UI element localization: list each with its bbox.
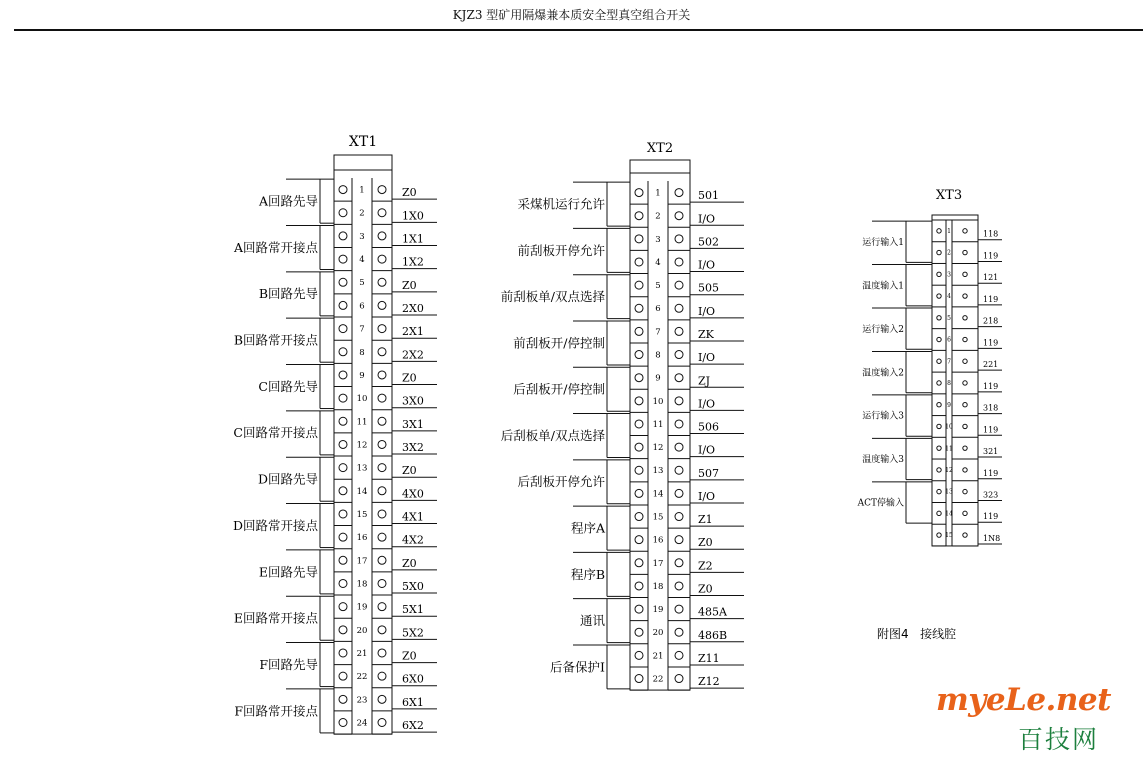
xt3-screw-right: [963, 533, 967, 537]
xt2-terminal-number: 3: [655, 234, 661, 245]
xt1-input-label: E回路先导: [258, 564, 318, 580]
xt2-screw-left: [635, 675, 643, 683]
xt1-terminal-number: 18: [356, 579, 368, 590]
xt2-screw-right: [675, 397, 683, 405]
xt1-terminal-number: 20: [356, 625, 368, 636]
xt2-screw-left: [635, 489, 643, 497]
xt1-output-label: 6X1: [402, 695, 424, 709]
xt1-screw-right: [378, 533, 386, 541]
xt2-screw-right: [675, 327, 683, 335]
xt1-screw-left: [339, 533, 347, 541]
xt1-terminal-number: 13: [356, 463, 368, 474]
xt3-terminal-number: 1: [947, 227, 951, 235]
xt1-terminal-number: 24: [356, 718, 368, 729]
xt1-screw-left: [339, 672, 347, 680]
xt1-screw-left: [339, 371, 347, 379]
xt3-output-label: 121: [983, 273, 999, 283]
xt3-output-label: 119: [983, 468, 999, 478]
xt2-terminal-number: 13: [652, 466, 664, 477]
xt2-input-label: 后刮板开/停控制: [513, 381, 605, 397]
xt2-terminal-number: 19: [652, 605, 664, 616]
xt2-output-label: Z0: [698, 536, 713, 550]
xt1-output-label: 5X1: [402, 603, 424, 617]
xt2-output-label: I/O: [698, 212, 716, 226]
xt3-output-label: 318: [983, 403, 999, 413]
xt2-screw-left: [635, 397, 643, 405]
terminal-strip-xt2: [501, 160, 744, 690]
xt2-output-label: Z2: [698, 559, 713, 573]
xt2-screw-right: [675, 258, 683, 266]
page-header-title: KJZ3 型矿用隔爆兼本质安全型真空组合开关: [452, 8, 691, 22]
xt2-terminal-number: 11: [652, 419, 664, 430]
xt1-input-label: F回路常开接点: [234, 703, 318, 719]
xt3-output-label: 119: [983, 381, 999, 391]
xt1-output-label: 6X0: [402, 672, 424, 686]
xt1-screw-right: [378, 232, 386, 240]
xt1-screw-right: [378, 649, 386, 657]
xt1-screw-left: [339, 579, 347, 587]
xt1-terminal-number: 9: [359, 370, 365, 381]
xt1-output-label: 4X2: [402, 533, 424, 547]
xt3-output-label: 119: [983, 251, 999, 261]
xt2-terminal-number: 9: [655, 373, 661, 384]
xt2-terminal-number: 8: [655, 350, 661, 361]
xt1-screw-right: [378, 579, 386, 587]
xt3-screw-right: [963, 489, 967, 493]
xt1-input-label: C回路常开接点: [233, 425, 318, 441]
xt1-terminal-number: 22: [356, 672, 368, 683]
xt1-terminal-number: 8: [359, 347, 365, 358]
xt3-screw-right: [963, 316, 967, 320]
xt2-screw-left: [635, 327, 643, 335]
xt3-terminal-number: 3: [947, 271, 951, 279]
xt2-title: XT2: [646, 141, 674, 156]
xt3-screw-right: [963, 272, 967, 276]
xt1-screw-left: [339, 440, 347, 448]
terminal-strip-xt3: [857, 215, 1002, 546]
xt1-terminal-number: 17: [356, 556, 368, 567]
xt2-input-label: 程序B: [570, 566, 605, 582]
xt2-output-label: I/O: [698, 489, 716, 503]
xt3-input-label: 运行输入1: [862, 237, 904, 248]
xt3-screw-right: [963, 424, 967, 428]
xt2-screw-left: [635, 351, 643, 359]
xt1-screw-left: [339, 603, 347, 611]
xt2-output-label: 485A: [698, 605, 727, 619]
xt3-screw-left: [937, 446, 941, 450]
xt3-output-label: 323: [983, 490, 999, 500]
xt2-screw-right: [675, 605, 683, 613]
xt1-screw-left: [339, 718, 347, 726]
xt2-output-label: 506: [698, 420, 719, 434]
xt2-screw-right: [675, 443, 683, 451]
xt2-screw-left: [635, 374, 643, 382]
xt1-screw-right: [378, 255, 386, 263]
xt1-screw-right: [378, 325, 386, 333]
xt2-terminal-number: 17: [652, 558, 664, 569]
xt2-screw-right: [675, 281, 683, 289]
xt1-screw-right: [378, 510, 386, 518]
xt3-screw-left: [937, 316, 941, 320]
xt2-input-label: 程序A: [570, 520, 605, 536]
xt3-screw-right: [963, 511, 967, 515]
xt3-output-label: 119: [983, 425, 999, 435]
xt3-terminal-number: 13: [945, 488, 953, 496]
xt2-terminal-number: 16: [652, 535, 664, 546]
xt3-screw-left: [937, 403, 941, 407]
xt2-screw-right: [675, 351, 683, 359]
xt2-output-label: ZK: [698, 327, 714, 341]
xt1-screw-left: [339, 348, 347, 356]
xt1-screw-right: [378, 695, 386, 703]
watermark-logo: [936, 682, 1111, 752]
xt1-screw-left: [339, 487, 347, 495]
xt1-screw-right: [378, 209, 386, 217]
xt1-output-label: 4X0: [402, 487, 424, 501]
xt2-output-label: 505: [698, 281, 719, 295]
xt1-output-label: 5X0: [402, 580, 424, 594]
xt2-terminal-number: 14: [652, 489, 664, 500]
xt2-terminal-number: 2: [655, 211, 661, 222]
xt1-input-label: A回路先导: [258, 193, 318, 209]
xt2-input-label: 前刮板开停允许: [517, 242, 605, 258]
xt1-screw-left: [339, 232, 347, 240]
xt3-terminal-number: 15: [945, 532, 953, 540]
xt2-output-label: ZJ: [698, 374, 711, 388]
xt1-output-label: Z0: [402, 464, 417, 478]
xt1-output-label: 5X2: [402, 626, 424, 640]
xt1-input-label: B回路先导: [258, 286, 318, 302]
xt1-output-label: 2X0: [402, 302, 424, 316]
xt2-output-label: I/O: [698, 258, 716, 272]
xt1-input-label: E回路常开接点: [233, 610, 318, 626]
xt3-terminal-number: 7: [947, 358, 951, 366]
xt1-screw-left: [339, 209, 347, 217]
xt1-screw-left: [339, 556, 347, 564]
xt2-input-label: 后刮板单/双点选择: [500, 427, 605, 443]
xt2-input-label: 后刮板开停允许: [517, 474, 605, 490]
xt2-output-label: I/O: [698, 351, 716, 365]
xt3-terminal-number: 8: [947, 380, 951, 388]
xt1-terminal-number: 15: [356, 509, 368, 520]
xt3-output-label: 221: [983, 360, 999, 370]
xt1-screw-left: [339, 510, 347, 518]
xt1-output-label: 6X2: [402, 719, 424, 733]
xt2-screw-right: [675, 675, 683, 683]
xt1-output-label: 1X2: [402, 255, 424, 269]
xt2-output-label: Z0: [698, 582, 713, 596]
xt2-output-label: 502: [698, 235, 719, 249]
xt2-screw-left: [635, 443, 643, 451]
xt1-input-label: A回路常开接点: [233, 239, 318, 255]
xt2-screw-right: [675, 189, 683, 197]
xt3-output-label: 119: [983, 338, 999, 348]
xt2-output-label: I/O: [698, 397, 716, 411]
xt2-output-label: 507: [698, 466, 719, 480]
xt2-output-label: Z12: [698, 675, 720, 689]
xt1-output-label: 1X1: [402, 232, 424, 246]
xt3-screw-right: [963, 468, 967, 472]
xt2-screw-right: [675, 536, 683, 544]
xt1-screw-right: [378, 672, 386, 680]
xt3-terminal-number: 12: [945, 466, 953, 474]
xt2-input-label: 前刮板开/停控制: [513, 335, 605, 351]
xt1-output-label: 4X1: [402, 510, 424, 524]
xt2-output-label: Z11: [698, 651, 720, 665]
xt3-screw-left: [937, 359, 941, 363]
xt2-screw-right: [675, 304, 683, 312]
xt2-output-label: Z1: [698, 513, 713, 527]
xt2-screw-left: [635, 212, 643, 220]
xt2-screw-left: [635, 513, 643, 521]
xt3-terminal-number: 6: [947, 336, 951, 344]
xt1-screw-right: [378, 348, 386, 356]
xt1-screw-left: [339, 649, 347, 657]
xt2-screw-left: [635, 559, 643, 567]
xt1-input-label: D回路常开接点: [232, 517, 318, 533]
xt3-screw-left: [937, 489, 941, 493]
xt1-screw-left: [339, 278, 347, 286]
xt2-screw-right: [675, 212, 683, 220]
xt1-terminal-number: 12: [356, 440, 368, 451]
xt1-terminal-number: 10: [356, 394, 368, 405]
xt2-terminal-number: 20: [652, 628, 664, 639]
xt1-screw-right: [378, 417, 386, 425]
xt3-terminal-number: 9: [947, 401, 951, 409]
xt2-input-label: 后备保护I: [550, 659, 605, 675]
xt1-screw-left: [339, 464, 347, 472]
xt2-screw-left: [635, 258, 643, 266]
xt1-output-label: 3X1: [402, 417, 424, 431]
xt1-output-label: 1X0: [402, 209, 424, 223]
xt2-screw-left: [635, 304, 643, 312]
xt1-terminal-number: 3: [359, 231, 365, 242]
xt3-screw-left: [937, 272, 941, 276]
xt1-terminal-number: 7: [359, 324, 365, 335]
xt2-output-label: I/O: [698, 443, 716, 457]
xt1-screw-left: [339, 626, 347, 634]
xt2-terminal-number: 4: [655, 257, 661, 268]
figure-caption: 附图4 接线腔: [877, 627, 957, 641]
xt1-output-label: Z0: [402, 371, 417, 385]
xt2-output-label: 486B: [698, 628, 728, 642]
xt1-screw-right: [378, 278, 386, 286]
xt2-screw-right: [675, 559, 683, 567]
xt1-terminal-number: 11: [356, 417, 368, 428]
xt2-output-label: I/O: [698, 304, 716, 318]
xt2-input-label: 通讯: [579, 613, 605, 629]
xt2-terminal-number: 1: [655, 188, 661, 199]
xt2-screw-right: [675, 374, 683, 382]
xt1-terminal-number: 19: [356, 602, 368, 613]
xt3-screw-left: [937, 229, 941, 233]
xt1-terminal-number: 23: [356, 695, 368, 706]
xt1-output-label: 2X1: [402, 325, 424, 339]
xt1-terminal-number: 16: [356, 533, 368, 544]
xt1-terminal-number: 21: [356, 648, 368, 659]
xt1-screw-right: [378, 603, 386, 611]
xt3-screw-left: [937, 294, 941, 298]
xt2-terminal-number: 15: [652, 512, 664, 523]
xt3-output-label: 218: [983, 316, 999, 326]
xt3-screw-right: [963, 359, 967, 363]
xt3-terminal-number: 11: [945, 445, 953, 453]
xt1-screw-right: [378, 394, 386, 402]
xt1-input-label: C回路先导: [258, 378, 318, 394]
xt2-terminal-number: 18: [652, 581, 664, 592]
xt2-input-label: 采煤机运行允许: [517, 196, 605, 212]
xt2-screw-left: [635, 420, 643, 428]
xt3-terminal-number: 10: [945, 423, 953, 431]
xt1-output-label: Z0: [402, 649, 417, 663]
xt2-screw-left: [635, 582, 643, 590]
xt3-output-label: 1N8: [983, 533, 1001, 543]
xt1-screw-left: [339, 695, 347, 703]
xt2-screw-right: [675, 489, 683, 497]
xt2-terminal-number: 10: [652, 396, 664, 407]
xt2-screw-right: [675, 651, 683, 659]
xt3-screw-right: [963, 294, 967, 298]
xt3-terminal-number: 2: [947, 249, 951, 257]
xt3-input-label: 温度输入1: [862, 281, 904, 292]
watermark-sub-text: 百技网: [1018, 725, 1100, 754]
xt1-screw-right: [378, 718, 386, 726]
xt2-screw-left: [635, 628, 643, 636]
xt2-screw-right: [675, 582, 683, 590]
xt3-input-label: 运行输入2: [862, 324, 904, 335]
xt1-terminal-number: 2: [359, 208, 365, 219]
xt3-terminal-number: 5: [947, 314, 951, 322]
xt2-terminal-number: 5: [655, 281, 661, 292]
xt2-terminal-number: 6: [655, 304, 661, 315]
xt3-input-label: 温度输入2: [862, 368, 904, 379]
xt1-screw-left: [339, 186, 347, 194]
xt1-screw-right: [378, 371, 386, 379]
xt1-screw-left: [339, 417, 347, 425]
xt2-screw-left: [635, 536, 643, 544]
xt1-terminal-number: 4: [359, 255, 365, 266]
xt3-title: XT3: [935, 188, 963, 203]
xt1-input-label: F回路先导: [259, 656, 318, 672]
xt2-input-label: 前刮板单/双点选择: [500, 289, 605, 305]
xt1-output-label: 2X2: [402, 348, 424, 362]
xt1-output-label: Z0: [402, 278, 417, 292]
xt3-screw-right: [963, 381, 967, 385]
xt3-input-label: ACT停输入: [857, 498, 904, 509]
xt2-screw-left: [635, 281, 643, 289]
xt2-screw-left: [635, 189, 643, 197]
xt3-output-label: 119: [983, 512, 999, 522]
xt2-screw-left: [635, 651, 643, 659]
xt1-input-label: B回路常开接点: [233, 332, 318, 348]
xt1-terminal-number: 6: [359, 301, 365, 312]
xt1-terminal-number: 14: [356, 486, 368, 497]
xt1-title: XT1: [348, 134, 378, 150]
xt1-output-label: Z0: [402, 186, 417, 200]
xt3-terminal-number: 4: [947, 293, 951, 301]
xt3-screw-left: [937, 511, 941, 515]
xt3-input-label: 温度输入3: [862, 455, 904, 466]
xt2-screw-left: [635, 235, 643, 243]
xt3-screw-left: [937, 424, 941, 428]
xt3-screw-left: [937, 381, 941, 385]
xt2-terminal-number: 21: [652, 651, 664, 662]
xt3-screw-left: [937, 468, 941, 472]
xt2-terminal-number: 12: [652, 443, 664, 454]
xt1-screw-left: [339, 325, 347, 333]
xt2-terminal-number: 7: [655, 327, 661, 338]
xt2-screw-left: [635, 466, 643, 474]
xt1-screw-right: [378, 301, 386, 309]
xt1-screw-left: [339, 394, 347, 402]
xt2-screw-right: [675, 466, 683, 474]
xt3-screw-right: [963, 229, 967, 233]
xt1-screw-right: [378, 186, 386, 194]
xt1-input-label: D回路先导: [257, 471, 318, 487]
xt1-screw-right: [378, 556, 386, 564]
xt1-output-label: 3X2: [402, 441, 424, 455]
xt1-screw-left: [339, 255, 347, 263]
watermark-main-text: myeLe.net: [936, 682, 1111, 718]
xt3-screw-right: [963, 446, 967, 450]
xt3-screw-right: [963, 337, 967, 341]
xt2-screw-right: [675, 420, 683, 428]
xt1-terminal-number: 1: [359, 185, 365, 196]
xt2-output-label: 501: [698, 189, 719, 203]
xt3-screw-left: [937, 337, 941, 341]
xt2-screw-right: [675, 513, 683, 521]
xt1-output-label: Z0: [402, 556, 417, 570]
xt1-screw-right: [378, 440, 386, 448]
terminal-strip-xt1: [233, 155, 437, 734]
xt3-screw-right: [963, 250, 967, 254]
xt3-output-label: 119: [983, 294, 999, 304]
xt3-output-label: 118: [983, 229, 999, 239]
xt3-screw-right: [963, 403, 967, 407]
xt2-terminal-number: 22: [652, 674, 664, 685]
xt1-screw-left: [339, 301, 347, 309]
xt1-screw-right: [378, 487, 386, 495]
xt3-terminal-number: 14: [945, 510, 953, 518]
xt3-input-label: 运行输入3: [862, 411, 904, 422]
xt2-screw-right: [675, 628, 683, 636]
xt2-screw-left: [635, 605, 643, 613]
xt1-output-label: 3X0: [402, 394, 424, 408]
xt1-screw-right: [378, 464, 386, 472]
xt2-screw-right: [675, 235, 683, 243]
xt3-screw-left: [937, 250, 941, 254]
xt1-screw-right: [378, 626, 386, 634]
xt3-screw-left: [937, 533, 941, 537]
xt1-terminal-number: 5: [359, 278, 365, 289]
xt3-output-label: 321: [983, 447, 999, 457]
